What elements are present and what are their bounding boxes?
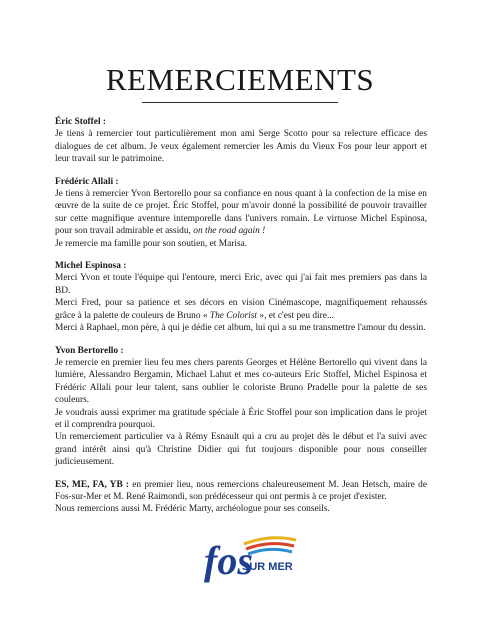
section-eric-stoffel xyxy=(55,116,427,166)
section-heading: ES, ME, FA, YB : xyxy=(55,479,130,490)
paragraph: Merci à Raphael, mon père, à qui je dédie cet album, lui qui a su me transmettre l'amour du dessin. xyxy=(55,323,426,334)
paragraph xyxy=(55,479,427,504)
paragraph: Je voudrais aussi exprimer ma gratitude spéciale à Éric Stoffel pour son implication dans le projet et il comprendra pourquoi. xyxy=(55,407,427,430)
section-yvon-bertorello xyxy=(55,345,427,469)
section-heading: Yvon Bertorello : xyxy=(55,345,124,356)
italic-phrase: The Colorist xyxy=(209,310,258,321)
logo-word-fos: fos xyxy=(204,538,253,583)
paragraph: Je tiens à remercier tout particulièrement mon ami Serge Scotto pour sa relecture efficace des dialogues de cet album. Je veux également remercier les Amis du Vieux Fos pour leur apport et leur travail sur le patrimoine. xyxy=(55,129,427,165)
section-heading: Michel Espinosa : xyxy=(55,261,127,272)
section-heading: Éric Stoffel : xyxy=(55,117,107,127)
section-michel-espinosa xyxy=(55,260,427,334)
paragraph: Je remercie ma famille pour son soutien, et Marisa. xyxy=(55,238,248,249)
paragraph: Un remerciement particulier va à Rémy Esnault qui a cru au projet dès le début et l'a suivi avec grand intérêt ainsi qu'à Christine Didier qui fut toujours disponible pour nous conseiller judicieusement. xyxy=(55,432,427,468)
logo-graphic xyxy=(200,530,300,592)
title-underline xyxy=(142,102,338,103)
paragraph: Merci Yvon et toute l'équipe qui l'entoure, merci Eric, avec qui j'ai fait mes premiers pas dans la BD. xyxy=(55,273,427,296)
paragraph xyxy=(55,297,427,322)
page-title: REMERCIEMENTS xyxy=(105,62,375,97)
italic-phrase: on the road again ! xyxy=(193,226,266,237)
paragraph-text: en premier lieu, nous remercions chaleureusement M. Jean Hetsch, maire de Fos-sur-Mer et M. René Raimondi, son prédécesseur qui ont permis à ce projet d'exister. xyxy=(55,479,428,502)
paragraph-text: Merci Fred, pour sa patience et ses décors en vision Cinémascope, magnifiquement rehaussés grâce à la palette de couleurs de Bruno « xyxy=(55,298,427,321)
paragraph-text: », et c'est peu dire... xyxy=(259,310,334,321)
acknowledgements-body xyxy=(55,116,427,526)
logo-word-sur-mer: SUR MER xyxy=(242,561,293,573)
paragraph-text: Je tiens à remercier Yvon Bertorello pour sa confiance en nous quant à la confection de la mise en œuvre de la suite de ce projet. Éric Stoffel, pour m'avoir donné la possibilité de pouvoir travailler sur cette magnifique aventure intemporelle dans l'univers romain. Le virtuose Michel Espinosa, pour son travail admirable et assidu, xyxy=(55,189,427,237)
section-heading: Frédéric Allali : xyxy=(55,176,119,187)
paragraph xyxy=(55,188,427,238)
paragraph: Nous remercions aussi M. Frédéric Marty, archéologue pour ses conseils. xyxy=(55,504,330,515)
fos-sur-mer-logo xyxy=(200,530,300,592)
section-joint-thanks xyxy=(55,479,427,516)
section-frederic-allali xyxy=(55,176,427,250)
paragraph: Je remercie en premier lieu feu mes chers parents Georges et Hélène Bertorello qui vivent dans la lumière, Alessandro Bergamin, Michael Lahut et mes co-auteurs Eric Stoffel, Michel Espinosa et Frédéric Allali pour leur talent, sans oublier le coloriste Bruno Pradelle pour la palette de ses couleurs. xyxy=(55,357,427,406)
logo-swoosh-blue xyxy=(248,549,292,554)
